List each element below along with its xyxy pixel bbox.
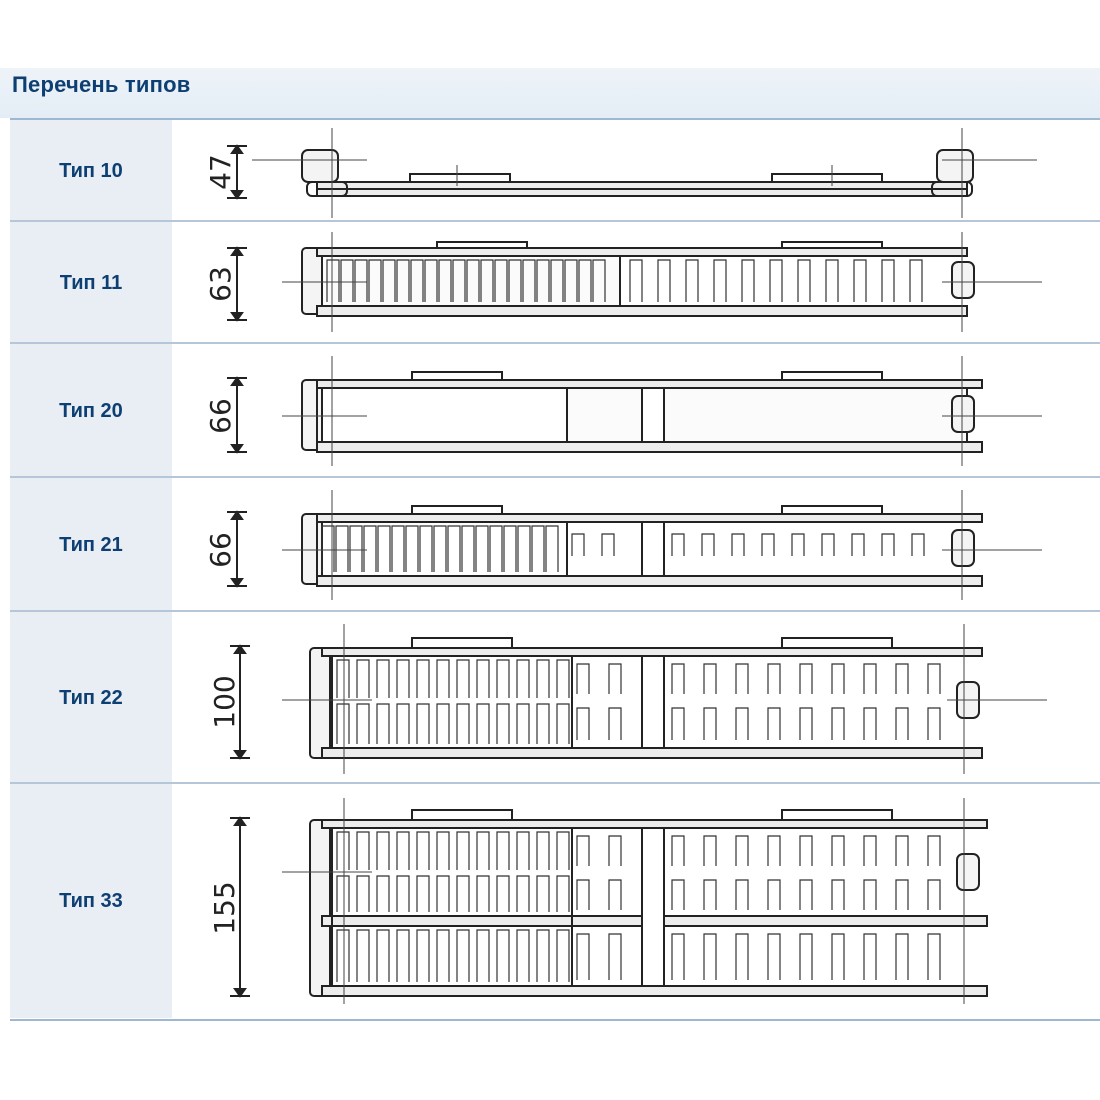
fin (736, 880, 748, 910)
type-label-cell (10, 344, 172, 478)
fin (832, 836, 844, 866)
fin (704, 880, 716, 910)
fin (462, 526, 474, 572)
fin (557, 704, 569, 744)
fin (609, 836, 621, 866)
fin (497, 930, 509, 982)
fin (672, 664, 684, 694)
fin (798, 260, 810, 302)
fin (768, 880, 780, 910)
fin (672, 534, 684, 556)
type-row-33 (10, 784, 1100, 1018)
fin (477, 704, 489, 744)
fin (736, 934, 748, 980)
type-label-cell (10, 120, 172, 222)
fin (490, 526, 502, 572)
fin (417, 930, 429, 982)
fin (517, 704, 529, 744)
fin (714, 260, 726, 302)
type-label: Тип 20 (59, 399, 123, 422)
fin (377, 660, 389, 698)
fin (800, 880, 812, 910)
fin (532, 526, 544, 572)
type-row-22 (10, 612, 1100, 784)
type-row-21 (10, 478, 1100, 612)
fin (609, 880, 621, 910)
fin (768, 934, 780, 980)
fin (800, 708, 812, 740)
radiator-drawing-22 (172, 612, 1100, 782)
type-label: Тип 22 (59, 686, 123, 709)
fin (609, 708, 621, 740)
fin (377, 876, 389, 912)
fin (457, 930, 469, 982)
fin (768, 836, 780, 866)
fin (537, 832, 549, 870)
fin (397, 876, 409, 912)
fin (557, 876, 569, 912)
fin (417, 832, 429, 870)
fin (557, 832, 569, 870)
fin (337, 876, 349, 912)
type-row-20 (10, 344, 1100, 478)
fin (457, 704, 469, 744)
dimension-label: 66 (204, 532, 237, 568)
dimension-label: 66 (204, 398, 237, 434)
dimension-label: 155 (208, 881, 241, 935)
fin (686, 260, 698, 302)
fin (854, 260, 866, 302)
dimension-label: 47 (204, 154, 237, 190)
fin (822, 534, 834, 556)
fin (397, 660, 409, 698)
fin (672, 934, 684, 980)
fin (658, 260, 670, 302)
fin (434, 526, 446, 572)
bottom-rule (10, 1019, 1100, 1021)
fin (577, 664, 589, 694)
radiator-drawing-10 (172, 120, 1100, 220)
fin (406, 526, 418, 572)
fin (609, 664, 621, 694)
fin (896, 836, 908, 866)
fin (397, 832, 409, 870)
fin (928, 934, 940, 980)
fin (852, 534, 864, 556)
fin (537, 660, 549, 698)
fin (336, 526, 348, 572)
fin (577, 708, 589, 740)
fin (357, 876, 369, 912)
fin (417, 704, 429, 744)
fin (477, 876, 489, 912)
fin (672, 836, 684, 866)
fin (800, 664, 812, 694)
fin (800, 934, 812, 980)
fin (537, 704, 549, 744)
fin (437, 876, 449, 912)
fin (497, 660, 509, 698)
fin (768, 664, 780, 694)
fin (517, 930, 529, 982)
fin (768, 708, 780, 740)
fin (864, 934, 876, 980)
fin (702, 534, 714, 556)
fin (800, 836, 812, 866)
fin (378, 526, 390, 572)
fin (928, 880, 940, 910)
fin (896, 664, 908, 694)
fin (517, 832, 529, 870)
fin (477, 832, 489, 870)
fin (517, 876, 529, 912)
fin (364, 526, 376, 572)
fin (518, 526, 530, 572)
type-label: Тип 33 (59, 889, 123, 912)
fin (392, 526, 404, 572)
fin (517, 660, 529, 698)
fin (357, 660, 369, 698)
fin (577, 880, 589, 910)
fin (377, 832, 389, 870)
fin (736, 836, 748, 866)
fin (882, 534, 894, 556)
fin (546, 526, 558, 572)
fin (437, 930, 449, 982)
convector-fins (337, 832, 940, 982)
fin (742, 260, 754, 302)
convector-fins (337, 660, 940, 744)
fin (457, 660, 469, 698)
fin (437, 660, 449, 698)
fin (864, 836, 876, 866)
type-label: Тип 11 (59, 271, 123, 294)
fin (882, 260, 894, 302)
fin (736, 708, 748, 740)
fin (497, 704, 509, 744)
fin (377, 930, 389, 982)
fin (420, 526, 432, 572)
fin (928, 708, 940, 740)
fin (910, 260, 922, 302)
fin (537, 876, 549, 912)
fin (350, 526, 362, 572)
fin (476, 526, 488, 572)
fin (832, 708, 844, 740)
fin (672, 880, 684, 910)
fin (504, 526, 516, 572)
fin (912, 534, 924, 556)
fin (497, 832, 509, 870)
fin (397, 704, 409, 744)
fin (609, 934, 621, 980)
fin (770, 260, 782, 302)
type-label-cell (10, 222, 172, 344)
type-label: Тип 10 (59, 159, 123, 182)
fin (417, 876, 429, 912)
fin (337, 832, 349, 870)
fin (477, 660, 489, 698)
fin (672, 708, 684, 740)
fin (928, 664, 940, 694)
page-title: Перечень типов (12, 72, 191, 97)
fin (704, 664, 716, 694)
fin (437, 832, 449, 870)
fin (448, 526, 460, 572)
fin (457, 876, 469, 912)
fin (337, 660, 349, 698)
radiator-drawing-33 (172, 784, 1100, 1016)
fin (732, 534, 744, 556)
fin (357, 832, 369, 870)
fin (896, 708, 908, 740)
type-label-cell (10, 478, 172, 612)
fin (864, 880, 876, 910)
fin (826, 260, 838, 302)
type-label-cell (10, 784, 172, 1018)
fin (537, 930, 549, 982)
fin (377, 704, 389, 744)
fin (557, 930, 569, 982)
radiator-drawing-20 (172, 344, 1100, 476)
fin (896, 880, 908, 910)
type-label: Тип 21 (59, 533, 123, 556)
dimension-label: 100 (208, 675, 241, 729)
fin (630, 260, 642, 302)
fin (832, 880, 844, 910)
fin (357, 930, 369, 982)
fin (704, 708, 716, 740)
fin (602, 534, 614, 556)
fin (577, 934, 589, 980)
fin (397, 930, 409, 982)
type-label-cell (10, 612, 172, 784)
fin (928, 836, 940, 866)
radiator-drawing-11 (172, 222, 1100, 342)
fin (557, 660, 569, 698)
fin (497, 876, 509, 912)
radiator-drawing-21 (172, 478, 1100, 610)
convector-fins (322, 526, 924, 572)
fin (477, 930, 489, 982)
fin (572, 534, 584, 556)
fin (864, 708, 876, 740)
fin (337, 930, 349, 982)
fin (736, 664, 748, 694)
fin (832, 934, 844, 980)
fin (896, 934, 908, 980)
fin (762, 534, 774, 556)
fin (437, 704, 449, 744)
fin (577, 836, 589, 866)
fin (457, 832, 469, 870)
fin (832, 664, 844, 694)
fin (357, 704, 369, 744)
fin (704, 836, 716, 866)
dimension-label: 63 (204, 266, 237, 302)
fin (864, 664, 876, 694)
fin (337, 704, 349, 744)
fin (792, 534, 804, 556)
fin (417, 660, 429, 698)
type-row-11 (10, 222, 1100, 344)
type-row-10 (10, 120, 1100, 222)
fin (704, 934, 716, 980)
